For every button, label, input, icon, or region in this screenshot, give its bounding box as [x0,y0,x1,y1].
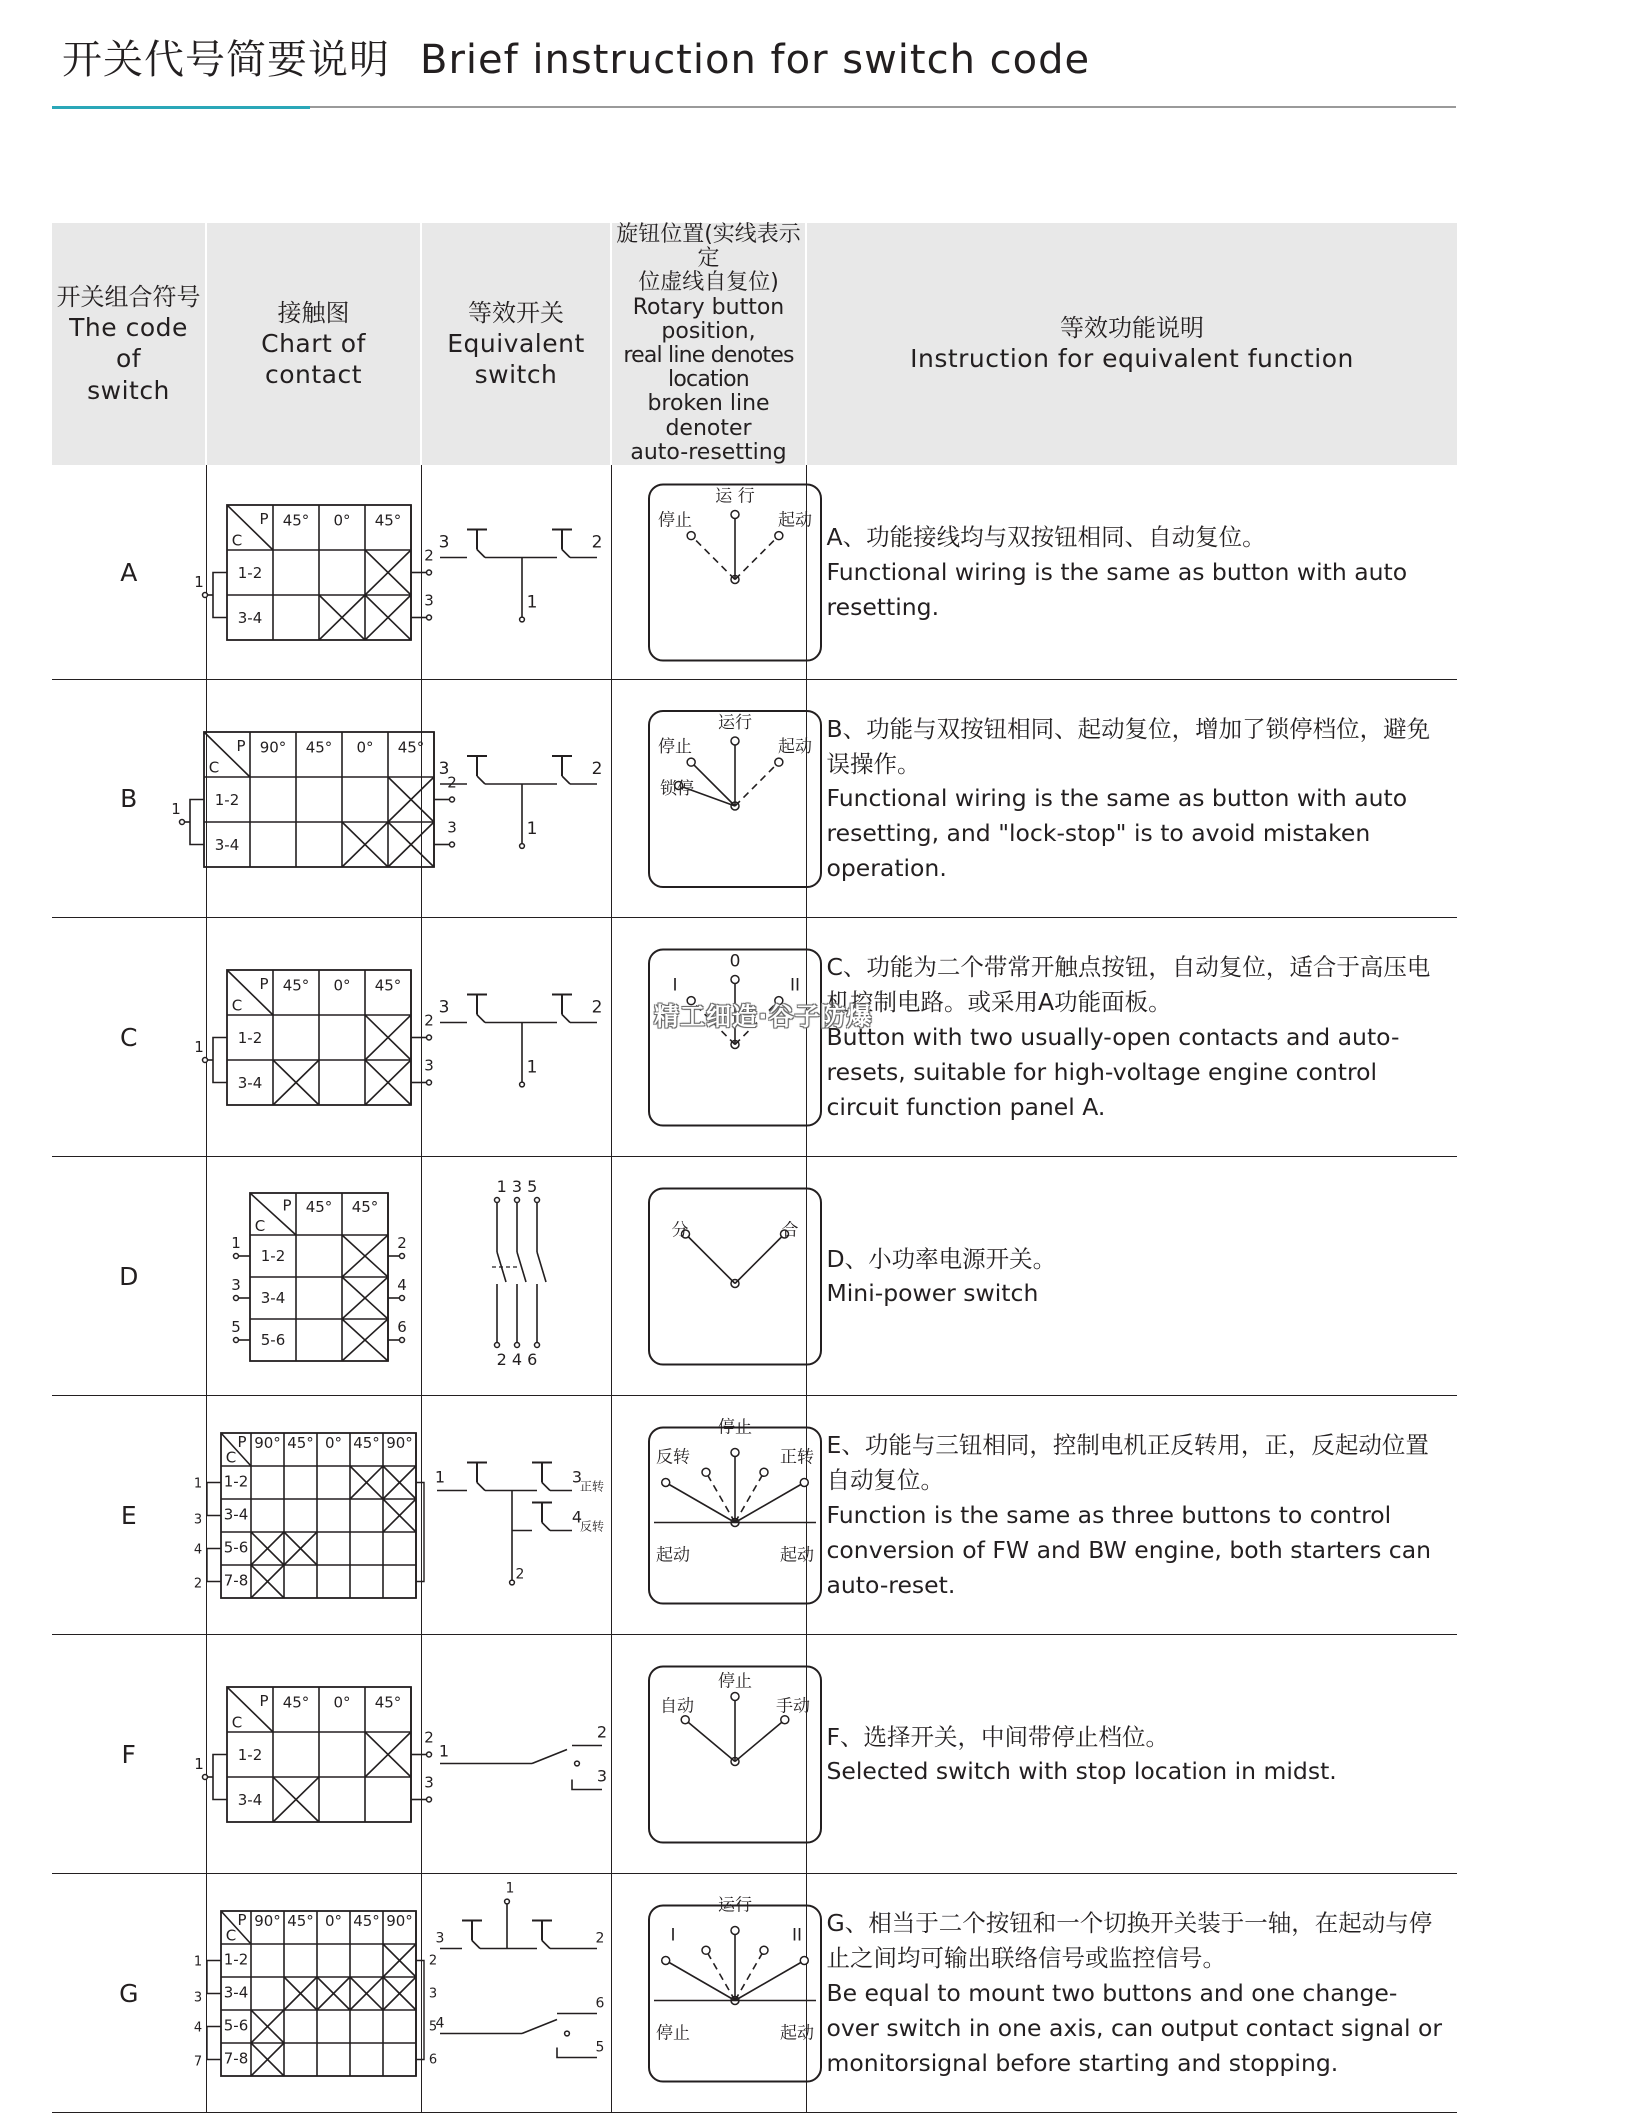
terminal-label: 2 [446,773,457,792]
terminal-label: 1 [193,1037,204,1056]
chart-p-label: P [258,1691,269,1710]
title-rule-accent [52,106,310,109]
chart-p-label: P [258,509,269,528]
header-instruction-cn: 等效功能说明 [1060,314,1204,343]
rotary-lower-left-label: 锁停 [659,778,694,799]
description-cn: F、选择开关，中间带停止档位。 [826,1722,1170,1751]
terminal-label: 1 [193,1754,204,1773]
rotary-right-label: 正转 [779,1447,814,1468]
description-en: Functional wiring is the same as button with auto resetting. [826,557,1408,621]
switch-top-labels: 1 3 5 [496,1176,537,1196]
chart-contact-label: 5-6 [223,2016,248,2035]
chart-contact-label: 3-4 [260,1288,285,1307]
rotary-left-label: 自动 [659,1696,694,1717]
rotary-top-label: 运行 [717,1895,752,1916]
description-en: Button with two usually-open contacts and auto-resets, suitable for high-voltage engine control circuit function panel A. [826,1022,1400,1121]
switch-code-table [52,223,1457,2113]
description-en: Functional wiring is the same as button with auto resetting, and "lock-stop" is to avoid mistaken operation. [826,784,1408,883]
rotary-position-diagram [612,685,812,913]
header-code [52,223,206,465]
rotary-right-label: 合 [781,1220,798,1241]
equivalent-switch-cell [421,1635,611,1874]
rotary-lower-right-label: 起动 [779,2023,814,2044]
chart-contact-label: 1-2 [260,1246,285,1265]
chart-angle-label: 45° [282,976,309,995]
header-code-cn: 开关组合符号 [56,283,201,312]
switch-code: G [52,1874,206,2113]
contact-chart-cell [206,1157,421,1396]
contact-chart [193,923,434,1152]
equivalent-switch-diagram [422,1640,612,1869]
chart-angle-label: 0° [332,976,351,995]
switch-bottom-labels: 2 4 6 [496,1349,537,1369]
switch-bw-label: 反转 [579,1519,604,1534]
chart-c-label: C [225,1926,236,1945]
description-en: Function is the same as three buttons to control conversion of FW and BW engine, both starters can auto-reset. [826,1500,1431,1599]
header-code-en1: The code of [69,313,188,374]
rotary-position-cell [611,1396,814,1635]
chart-angle-label: 45° [352,1433,380,1452]
chart-p-label: P [235,736,246,755]
switch-label: 3 [438,532,449,553]
description-cn: C、功能为二个带常开触点按钮，自动复位，适合于高压电机控制电路。或采用A功能面板。 [826,953,1431,1017]
description-cn: D、小功率电源开关。 [826,1244,1057,1273]
rotary-left-label: 停止 [657,736,692,757]
header-rotary-en4: auto-resetting [630,439,787,465]
switch-label: 3 [596,1766,607,1786]
terminal-label: 2 [396,1233,407,1252]
switch-label: 6 [595,1995,604,2012]
chart-contact-label: 3-4 [214,835,239,854]
function-description [806,1396,1457,1635]
terminal-label: 2 [193,1576,202,1592]
rotary-position-cell [611,918,806,1157]
equivalent-switch-diagram [422,1162,612,1391]
table-row [52,1874,1457,2113]
page-title-en: Brief instruction for switch code [420,37,1091,83]
rotary-left-label: 分 [671,1220,688,1241]
terminal-label: 3 [428,1986,437,2002]
chart-c-label: C [225,1448,236,1467]
chart-c-label: C [231,531,242,550]
terminal-label: 1 [170,799,181,818]
terminal-label: 3 [193,1990,202,2006]
terminal-label: 3 [423,1056,434,1075]
switch-label: 2 [595,1930,604,1947]
equivalent-switch-diagram [422,470,612,675]
rotary-top-label: 运行 [717,712,752,733]
switch-label: 2 [596,1722,607,1742]
function-description [806,1157,1457,1396]
chart-angle-label: 45° [352,1911,380,1930]
header-chart [206,223,421,465]
function-description [806,1635,1457,1874]
equivalent-switch-diagram [422,1401,612,1630]
equivalent-switch-diagram [422,1879,612,2108]
header-instruction-en: Instruction for equivalent function [910,344,1354,374]
chart-angle-label: 45° [374,1693,401,1712]
rotary-position-diagram [612,470,812,675]
chart-contact-label: 5-6 [260,1330,285,1349]
rotary-position-diagram [612,1640,810,1869]
terminal-label: 1 [193,572,204,591]
switch-label: 3 [438,997,449,1018]
contact-chart-cell [193,1635,434,1874]
switch-label: 1 [438,1741,449,1761]
header-rotary-en1: Rotary button position, [632,294,785,344]
chart-contact-label: 1-2 [237,563,262,582]
chart-contact-label: 1-2 [223,1472,248,1491]
switch-label: 1 [526,592,537,613]
rotary-left-label: I [671,975,678,996]
terminal-label: 5 [230,1317,241,1336]
switch-label: 2 [591,758,602,779]
function-description [806,1874,1457,2113]
rotary-position-diagram [612,1879,814,2108]
chart-contact-label: 1-2 [237,1745,262,1764]
chart-contact-label: 3-4 [237,1073,262,1092]
table-row [52,1635,1457,1874]
switch-label: 5 [595,2039,604,2056]
terminal-label: 3 [446,818,457,837]
rotary-position-diagram [612,923,807,1152]
chart-contact-label: 1-2 [237,1028,262,1047]
terminal-label: 6 [428,2052,437,2068]
chart-angle-label: 0° [332,510,351,529]
equivalent-switch-diagram [422,923,612,1152]
switch-label: 4 [571,1507,582,1527]
function-description [806,918,1457,1157]
chart-contact-label: 5-6 [223,1538,248,1557]
chart-angle-label: 45° [286,1911,314,1930]
chart-angle-label: 0° [355,738,374,757]
chart-contact-label: 7-8 [223,2049,248,2068]
chart-p-label: P [236,1432,247,1451]
chart-angle-label: 45° [282,1693,309,1712]
chart-angle-label: 0° [324,1433,342,1452]
rotary-right-label: II [791,1925,802,1946]
chart-angle-label: 0° [332,1693,351,1712]
chart-c-label: C [231,996,242,1015]
contact-chart [170,685,457,913]
chart-contact-label: 3-4 [237,608,262,627]
rotary-right-label: 手动 [775,1696,810,1717]
rotary-lower-left-label: 起动 [655,1545,690,1566]
header-equivalent-en: Equivalent switch [447,328,585,389]
chart-angle-label: 90° [253,1911,281,1930]
terminal-label: 3 [423,591,434,610]
table-row [52,1157,1457,1396]
terminal-label: 3 [193,1512,202,1528]
switch-code: B [52,680,206,918]
switch-label: 2 [591,532,602,553]
terminal-label: 4 [396,1275,407,1294]
chart-angle-label: 45° [282,510,309,529]
chart-p-label: P [236,1910,247,1929]
table-row [52,918,1457,1157]
equivalent-switch-cell [421,1157,611,1396]
chart-angle-label: 90° [253,1433,281,1452]
header-rotary [611,223,806,465]
rotary-top-label: 停止 [717,1671,752,1692]
header-rotary-en2: real line denotes location [623,342,794,393]
contact-chart [207,1162,422,1391]
rotary-lower-right-label: 起动 [779,1545,814,1566]
description-cn: B、功能与双按钮相同、起动复位，增加了锁停档位，避免误操作。 [826,714,1431,778]
chart-angle-label: 90° [259,738,286,757]
contact-chart [193,1401,422,1630]
chart-contact-label: 1-2 [214,790,239,809]
switch-code: D [52,1157,206,1396]
terminal-label: 7 [193,2054,202,2070]
switch-label: 3 [438,758,449,779]
table-header-row [52,223,1457,465]
switch-fw-label: 正转 [579,1479,604,1494]
equivalent-switch-cell [421,465,611,680]
table-row [52,680,1457,918]
equivalent-switch-cell [421,918,611,1157]
rotary-position-cell [611,680,812,918]
watermark: 精工细造·谷子防爆 [654,1002,873,1031]
header-instruction [806,223,1457,465]
chart-contact-label: 3-4 [223,1505,248,1524]
chart-c-label: C [231,1713,242,1732]
rotary-top-label: 0 [729,951,740,972]
description-cn: E、功能与三钮相同，控制电机正反转用，正，反起动位置自动复位。 [826,1431,1429,1495]
terminal-label: 1 [193,1476,202,1492]
header-chart-en: Chart of contact [261,328,366,389]
description-en: Be equal to mount two buttons and one change-over switch in one axis, can output contact signal or monitorsignal before starting and stopping. [826,1978,1443,2077]
equivalent-switch-cell [421,1874,611,2113]
switch-label: 1 [505,1880,514,1897]
switch-label: 1 [434,1467,445,1487]
terminal-label: 4 [193,2020,202,2036]
page-title-cn: 开关代号简要说明 [62,37,390,83]
header-rotary-cn2: 位虚线自复位) [638,270,779,296]
chart-angle-label: 45° [305,738,332,757]
switch-label: 1 [526,1057,537,1078]
chart-c-label: C [208,758,219,777]
contact-chart-cell [193,1396,421,1635]
terminal-label: 2 [423,1728,434,1747]
switch-label: 3 [571,1467,582,1487]
terminal-label: 2 [428,1953,437,1969]
rotary-right-label: 起动 [777,736,812,757]
chart-angle-label: 0° [324,1911,342,1930]
rotary-position-cell [611,1635,810,1874]
rotary-position-cell [611,1874,814,2113]
switch-label: 1 [526,818,537,839]
header-equivalent [421,223,611,465]
chart-angle-label: 45° [374,976,401,995]
function-description [806,465,1457,680]
description-en: Mini-power switch [826,1279,1039,1308]
function-description [806,680,1457,918]
chart-contact-label: 3-4 [237,1790,262,1809]
contact-chart-cell [193,1874,437,2113]
switch-label: 4 [435,2015,444,2032]
terminal-label: 1 [193,1954,202,1970]
header-chart-cn: 接触图 [277,298,350,327]
table-row [52,1396,1457,1635]
rotary-lower-left-label: 停止 [655,2023,690,2044]
terminal-label: 4 [193,1542,202,1558]
chart-c-label: C [254,1216,265,1235]
contact-chart [193,470,434,675]
chart-angle-label: 90° [385,1433,413,1452]
chart-p-label: P [281,1196,292,1215]
terminal-label: 1 [230,1233,241,1252]
chart-contact-label: 7-8 [223,1571,248,1590]
terminal-label: 3 [230,1275,241,1294]
terminal-label: 2 [423,1011,434,1030]
contact-chart-cell [193,465,434,680]
terminal-label: 3 [423,1773,434,1792]
chart-contact-label: 3-4 [223,1983,248,2002]
contact-chart-cell [170,680,457,918]
switch-label: 3 [435,1930,444,1947]
terminal-label: 6 [396,1317,407,1336]
rotary-top-label: 运 行 [714,486,755,507]
contact-chart [193,1879,437,2108]
contact-chart-cell [193,918,434,1157]
switch-code: C [52,918,206,1157]
rotary-right-label: 起动 [777,510,812,531]
chart-angle-label: 45° [305,1197,332,1216]
header-rotary-cn1: 旋钮位置(实线表示定 [616,222,801,272]
rotary-position-diagram [612,1401,814,1630]
rotary-left-label: I [669,1925,676,1946]
rotary-top-label: 停止 [717,1417,752,1438]
header-equivalent-cn: 等效开关 [468,298,564,327]
page-title [62,28,1090,85]
rotary-position-cell [611,465,812,680]
terminal-label: 5 [428,2019,437,2035]
description-cn: A、功能接线均与双按钮相同、自动复位。 [826,522,1266,551]
chart-angle-label: 45° [351,1197,378,1216]
terminal-label: 2 [423,546,434,565]
description-cn: G、相当于二个按钮和一个切换开关装于一轴，在起动与停止之间均可输出联络信号或监控信号。 [826,1909,1433,1973]
switch-code: E [52,1396,206,1635]
switch-code: F [52,1635,206,1874]
chart-p-label: P [258,974,269,993]
chart-angle-label: 45° [286,1433,314,1452]
description-en: Selected switch with stop location in midst. [826,1757,1337,1786]
rotary-left-label: 反转 [655,1447,690,1468]
chart-angle-label: 90° [385,1911,413,1930]
rotary-left-label: 停止 [657,510,692,531]
contact-chart [193,1640,434,1869]
rotary-position-diagram [612,1162,807,1391]
switch-code: A [52,465,206,680]
equivalent-switch-cell [421,1396,611,1635]
rotary-position-cell [611,1157,806,1396]
table-row [52,465,1457,680]
switch-label: 2 [515,1566,524,1583]
rotary-right-label: II [789,975,800,996]
header-code-en2: switch [87,375,170,405]
chart-angle-label: 45° [397,738,424,757]
switch-label: 2 [591,997,602,1018]
chart-contact-label: 1-2 [223,1950,248,1969]
chart-angle-label: 45° [374,510,401,529]
header-rotary-en3: broken line denoter [647,391,770,441]
